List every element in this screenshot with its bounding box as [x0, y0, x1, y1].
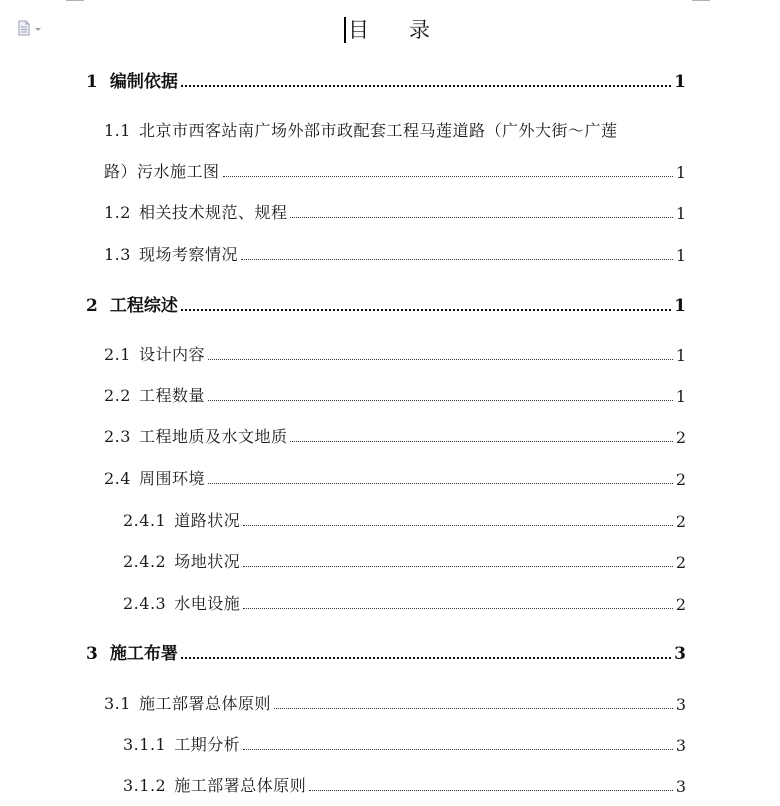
- toc-entry-number: 2.4.1: [123, 511, 167, 530]
- toc-entry-title: 水电设施: [174, 594, 241, 613]
- toc-entry-title: 工期分析: [174, 735, 241, 754]
- toc-entry-number: 1.2: [104, 203, 131, 222]
- toc-entry-title: 道路状况: [174, 511, 241, 530]
- toc-entry-title: 施工部署总体原则: [138, 694, 271, 713]
- toc-dot-leader: [208, 359, 673, 360]
- toc-entry-number: 2.2: [104, 386, 131, 405]
- toc-page-number: 3: [675, 695, 686, 714]
- toc-entry-title: 周围环境: [138, 469, 205, 488]
- toc-dot-leader: [181, 657, 671, 659]
- toc-page-number: 2: [675, 595, 686, 614]
- toc-page-number: 2: [675, 428, 686, 447]
- toc-entry-title: 相关技术规范、规程: [138, 203, 288, 222]
- toc-dot-leader: [223, 176, 673, 177]
- toc-entry[interactable]: [123, 507, 686, 531]
- toc-entry[interactable]: [104, 158, 686, 182]
- toc-page-number: 2: [675, 512, 686, 531]
- toc-entry-title: 现场考察情况: [138, 245, 238, 264]
- toc-entry[interactable]: [104, 117, 686, 141]
- toc-entry-number: 1: [86, 72, 98, 92]
- toc-page-number: 3: [675, 736, 686, 755]
- toc-page-number: 1: [675, 346, 686, 365]
- toc-entry-title: 工程综述: [109, 296, 178, 316]
- toc-entry[interactable]: [104, 199, 686, 223]
- toc-entry[interactable]: [86, 640, 686, 664]
- toc-entry-title: 编制依据: [109, 72, 178, 92]
- toc-entry-number: 3.1.2: [123, 776, 167, 795]
- toc-entry-title: 路）污水施工图: [104, 162, 220, 181]
- toc-entry[interactable]: [86, 292, 686, 316]
- toc-page-number: 3: [674, 644, 686, 664]
- toc-entry-number: 2.4: [104, 469, 131, 488]
- toc-entry-number: 3: [86, 644, 98, 664]
- toc-title-part1: 目: [348, 18, 369, 42]
- toc-entry[interactable]: [123, 772, 686, 796]
- toc-entry-title: 北京市西客站南广场外部市政配套工程马莲道路（广外大街～广莲: [138, 121, 618, 140]
- toc-entry-number: 3.1.1: [123, 735, 167, 754]
- toc-entry-number: 1.1: [104, 121, 131, 140]
- toc-entry-number: 3.1: [104, 694, 131, 713]
- toc-dot-leader: [309, 790, 673, 791]
- toc-dot-leader: [290, 217, 672, 218]
- toc-entry-number: 1.3: [104, 245, 131, 264]
- toc-dot-leader: [208, 483, 673, 484]
- toc-page-number: 1: [674, 296, 686, 316]
- toc-entry-title: 工程数量: [138, 386, 205, 405]
- toc-page-number: 1: [674, 72, 686, 92]
- toc-page-number: 3: [675, 777, 686, 796]
- toc-entry-title: 场地状况: [174, 552, 241, 571]
- toc-entry-title: 工程地质及水文地质: [138, 427, 288, 446]
- toc-dot-leader: [241, 259, 673, 260]
- toc-dot-leader: [290, 441, 672, 442]
- toc-entry[interactable]: [123, 548, 686, 572]
- toc-page-number: 1: [675, 246, 686, 265]
- toc-entry[interactable]: [86, 68, 686, 92]
- toc-page-number: 1: [675, 163, 686, 182]
- toc-entry[interactable]: [104, 241, 686, 265]
- toc-page-number: 1: [675, 387, 686, 406]
- toc-dot-leader: [243, 525, 673, 526]
- toc-entry[interactable]: [104, 690, 686, 714]
- toc-entry-title: 施工布署: [109, 644, 178, 664]
- toc-entry-number: 2.4.2: [123, 552, 167, 571]
- toc-dot-leader: [208, 400, 673, 401]
- toc-page-number: 1: [675, 204, 686, 223]
- toc-page-number: 2: [675, 470, 686, 489]
- toc-entry[interactable]: [104, 382, 686, 406]
- toc-dot-leader: [243, 566, 673, 567]
- toc-title-part2: 录: [409, 18, 430, 42]
- toc-dot-leader: [274, 708, 673, 709]
- toc-dot-leader: [243, 749, 673, 750]
- toc-entry[interactable]: [104, 465, 686, 489]
- toc-entry[interactable]: [123, 731, 686, 755]
- toc-entry[interactable]: [104, 341, 686, 365]
- toc-entry-number: 2.1: [104, 345, 131, 364]
- toc-entry-title: 设计内容: [138, 345, 205, 364]
- toc-dot-leader: [243, 608, 673, 609]
- toc-entry-number: 2: [86, 296, 98, 316]
- toc-entry-number: 2.4.3: [123, 594, 167, 613]
- toc-dot-leader: [181, 85, 671, 87]
- toc-page-number: 2: [675, 553, 686, 572]
- toc-entry-number: 2.3: [104, 427, 131, 446]
- toc-entry[interactable]: [123, 590, 686, 614]
- toc-dot-leader: [181, 309, 671, 311]
- toc-entry-title: 施工部署总体原则: [174, 776, 307, 795]
- toc-entry[interactable]: [104, 423, 686, 447]
